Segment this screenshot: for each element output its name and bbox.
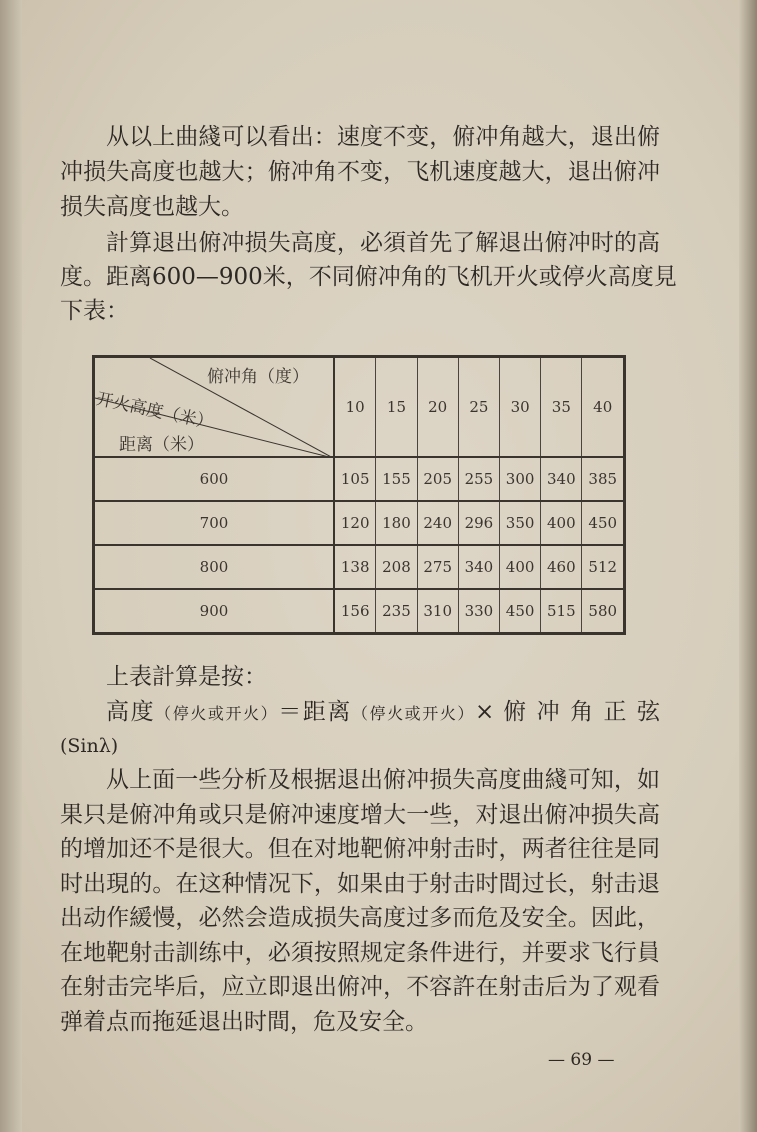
distance-cell: 800	[94, 545, 335, 589]
height-value-cell: 240	[417, 501, 458, 545]
table-row	[94, 501, 625, 545]
angle-header: 20	[417, 357, 458, 457]
height-value-cell: 450	[500, 589, 541, 634]
height-value-cell: 450	[582, 501, 625, 545]
closing-paragraph-line: 在射击完毕后，应立即退出俯冲，不容許在射击后为了观看	[60, 974, 660, 1000]
height-value-cell: 156	[334, 589, 376, 634]
angle-header: 40	[582, 357, 625, 457]
height-value-cell: 580	[582, 589, 625, 634]
height-value-cell: 235	[376, 589, 417, 634]
height-value-cell: 400	[500, 545, 541, 589]
table-row	[94, 457, 625, 501]
closing-paragraph-line: 的增加还不是很大。但在对地靶俯冲射击时，两者往往是同	[60, 836, 660, 862]
height-value-cell: 310	[417, 589, 458, 634]
angle-header: 30	[500, 357, 541, 457]
closing-paragraph-line: 弹着点而拖延退出时間，危及安全。	[60, 1008, 428, 1035]
height-value-cell: 255	[458, 457, 499, 501]
distance-cell: 700	[94, 501, 335, 545]
paragraph-1-line-1: 从以上曲綫可以看出：速度不变，俯冲角越大，退出俯	[106, 124, 660, 150]
height-value-cell: 330	[458, 589, 499, 634]
paragraph-1-line-2: 冲损失高度也越大；俯冲角不变，飞机速度越大，退出俯冲	[60, 159, 660, 185]
height-value-cell: 208	[376, 545, 417, 589]
closing-paragraph-line: 出动作緩慢，必然会造成损失高度过多而危及安全。因此，	[60, 905, 660, 931]
angle-header: 15	[376, 357, 417, 457]
table-row	[94, 545, 625, 589]
firing-height-table	[92, 355, 626, 635]
formula-intro: 上表計算是按：	[106, 664, 267, 690]
height-value-cell: 138	[334, 545, 376, 589]
height-value-cell: 205	[417, 457, 458, 501]
height-value-cell: 515	[541, 589, 582, 634]
paragraph-2-line-2: 度。距离600—900米，不同俯冲角的飞机开火或停火高度見	[60, 264, 677, 290]
height-value-cell: 385	[582, 457, 625, 501]
formula-rhs: × 俯 冲 角 正 弦	[474, 699, 660, 725]
height-value-cell: 350	[500, 501, 541, 545]
closing-paragraph-line: 在地靶射击訓练中，必須按照规定条件进行，并要求飞行員	[60, 939, 660, 966]
formula-rhs-note: （停火或开火）	[351, 704, 475, 723]
closing-paragraph-line: 果只是俯冲角或只是俯冲速度增大一些，对退出俯冲损失高	[60, 801, 660, 828]
height-value-cell: 460	[541, 545, 582, 589]
height-value-cell: 300	[500, 457, 541, 501]
formula-line	[106, 697, 660, 729]
page-number: — 69 —	[548, 1050, 615, 1070]
page-left-edge	[0, 0, 22, 1132]
header-distance: 距离（米）	[119, 435, 204, 455]
header-firing-height: 开火高度（米）	[94, 389, 215, 434]
angle-header: 35	[541, 357, 582, 457]
formula-sin: (Sinλ)	[60, 735, 119, 757]
height-value-cell: 340	[458, 545, 499, 589]
height-value-cell: 400	[541, 501, 582, 545]
angle-header: 10	[334, 357, 376, 457]
diagonal-header-cell	[94, 357, 335, 457]
page-right-edge	[739, 0, 757, 1132]
table-row	[94, 589, 625, 634]
formula-lhs: 高度	[106, 699, 156, 725]
height-value-cell: 120	[334, 501, 376, 545]
angle-header: 25	[458, 357, 499, 457]
height-value-cell: 340	[541, 457, 582, 501]
height-value-cell: 512	[582, 545, 625, 589]
closing-paragraph-line: 时出現的。在这种情况下，如果由于射击时間过长，射击退	[60, 870, 660, 897]
height-value-cell: 296	[458, 501, 499, 545]
closing-paragraph-line: 从上面一些分析及根据退出俯冲损失高度曲綫可知，如	[106, 767, 660, 793]
paragraph-1-line-3: 损失高度也越大。	[60, 194, 244, 220]
formula-eq: ＝距离	[278, 699, 352, 725]
header-dive-angle: 俯冲角（度）	[207, 367, 309, 387]
formula-lhs-note: （停火或开火）	[155, 704, 279, 723]
height-value-cell: 180	[376, 501, 417, 545]
height-value-cell: 155	[376, 457, 417, 501]
height-value-cell: 105	[334, 457, 376, 501]
distance-cell: 900	[94, 589, 335, 634]
paragraph-2-line-3: 下表：	[60, 298, 129, 324]
height-value-cell: 275	[417, 545, 458, 589]
distance-cell: 600	[94, 457, 335, 501]
paragraph-2-line-1: 計算退出俯冲损失高度，必須首先了解退出俯冲时的高	[106, 230, 660, 256]
